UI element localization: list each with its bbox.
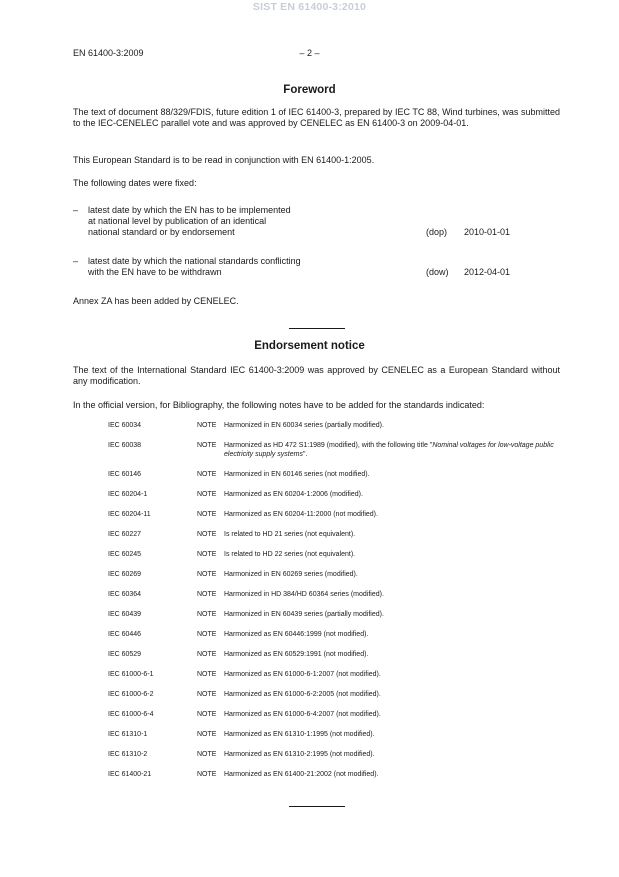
note-label: NOTE xyxy=(197,531,217,538)
note-text: Is related to HD 21 series (not equivalent). xyxy=(224,531,356,538)
note-label: NOTE xyxy=(197,442,217,449)
note-label: NOTE xyxy=(197,511,217,518)
date-item-text xyxy=(88,205,418,238)
note-text: Harmonized as EN 61400-21:2002 (not modified). xyxy=(224,771,379,778)
note-label: NOTE xyxy=(197,711,217,718)
foreword-paragraph-3: The following dates were fixed: xyxy=(73,178,197,188)
note-label: NOTE xyxy=(197,422,217,429)
note-label: NOTE xyxy=(197,551,217,558)
date-item-line: national standard or by endorsement xyxy=(88,227,235,237)
date-code: (dop) xyxy=(426,227,448,237)
date-value: 2012-04-01 xyxy=(464,267,511,277)
date-item-line: at national level by publication of an identical xyxy=(88,216,267,226)
note-text: Is related to HD 22 series (not equivalent). xyxy=(224,551,356,558)
note-label: NOTE xyxy=(197,631,217,638)
note-text: Harmonized in EN 60146 series (not modified). xyxy=(224,471,370,478)
note-label: NOTE xyxy=(197,611,217,618)
note-text: Harmonized as EN 60529:1991 (not modified). xyxy=(224,651,369,658)
standard-id: IEC 61400-21 xyxy=(108,771,152,778)
standard-id: IEC 60204-11 xyxy=(108,511,151,518)
standard-id: IEC 60245 xyxy=(108,551,142,558)
foreword-title: Foreword xyxy=(283,84,336,96)
standard-id: IEC 61310-1 xyxy=(108,731,148,738)
date-value: 2010-01-01 xyxy=(464,227,511,237)
date-item-line: with the EN have to be withdrawn xyxy=(88,267,222,277)
note-text: Harmonized in HD 384/HD 60364 series (modified). xyxy=(224,591,384,598)
standard-id: IEC 60269 xyxy=(108,571,142,578)
note-text: Harmonized in EN 60269 series (modified). xyxy=(224,571,358,578)
foreword-paragraph-1: The text of document 88/329/FDIS, future edition 1 of IEC 61400-3, prepared by IEC TC 88, Wind turbines, was submitted to the IEC-CENELEC parallel vote and was approved by CENELEC as EN 61400-3 on 2009-04-01. xyxy=(73,107,560,128)
foreword-paragraph-4: Annex ZA has been added by CENELEC. xyxy=(73,296,239,306)
note-text: Harmonized in EN 60439 series (partially modified). xyxy=(224,611,384,618)
note-label: NOTE xyxy=(197,571,217,578)
date-item-line: latest date by which the national standards conflicting xyxy=(88,256,301,266)
standard-id: IEC 60529 xyxy=(108,651,142,658)
note-text: Harmonized as EN 60446:1999 (not modified). xyxy=(224,631,369,638)
standard-id: IEC 60439 xyxy=(108,611,142,618)
note-text: Harmonized as EN 61000-6-2:2005 (not modified). xyxy=(224,691,381,698)
standard-id: IEC 61310-2 xyxy=(108,751,148,758)
note-text: Harmonized in EN 60034 series (partially modified). xyxy=(224,422,384,429)
note-label: NOTE xyxy=(197,691,217,698)
section-divider xyxy=(289,328,345,329)
endorsement-paragraph-2: In the official version, for Bibliography, the following notes have to be added for the standards indicated: xyxy=(73,400,485,410)
note-label: NOTE xyxy=(197,771,217,778)
note-label: NOTE xyxy=(197,471,217,478)
header-page-number: – 2 – xyxy=(299,48,320,58)
note-label: NOTE xyxy=(197,491,217,498)
date-item-text xyxy=(88,256,418,278)
standard-id: IEC 60364 xyxy=(108,591,142,598)
section-divider xyxy=(289,806,345,807)
foreword-paragraph-2: This European Standard is to be read in conjunction with EN 61400-1:2005. xyxy=(73,155,375,165)
standard-id: IEC 60446 xyxy=(108,631,142,638)
note-text: Harmonized as EN 60204-1:2006 (modified). xyxy=(224,491,363,498)
dash-marker: – xyxy=(73,256,79,266)
note-label: NOTE xyxy=(197,731,217,738)
note-label: NOTE xyxy=(197,751,217,758)
note-text: Harmonized as HD 472 S1:1989 (modified), with the following title "Nominal voltages for low-voltage public electricity supply systems". xyxy=(224,442,554,458)
note-label: NOTE xyxy=(197,671,217,678)
note-text: Harmonized as EN 61000-6-1:2007 (not modified). xyxy=(224,671,381,678)
standard-id: IEC 61000-6-1 xyxy=(108,671,154,678)
standard-id: IEC 60038 xyxy=(108,442,142,449)
note-title-italic: Nominal voltages for low-voltage public electricity supply systems xyxy=(224,442,554,458)
header-doc-id: EN 61400-3:2009 xyxy=(73,48,144,58)
endorsement-paragraph-1: The text of the International Standard IEC 61400-3:2009 was approved by CENELEC as a European Standard without any modification. xyxy=(73,365,560,386)
standard-id: IEC 61000-6-4 xyxy=(108,711,154,718)
watermark: SIST EN 61400-3:2010 xyxy=(252,1,367,13)
endorsement-title: Endorsement notice xyxy=(254,340,365,352)
note-text: Harmonized as EN 61310-2:1995 (not modified). xyxy=(224,751,375,758)
standard-id: IEC 60227 xyxy=(108,531,142,538)
date-code: (dow) xyxy=(426,267,449,277)
standard-id: IEC 60204-1 xyxy=(108,491,148,498)
standard-id: IEC 60146 xyxy=(108,471,142,478)
note-text: Harmonized as EN 60204-11:2000 (not modified). xyxy=(224,511,378,518)
note-label: NOTE xyxy=(197,651,217,658)
standard-id: IEC 61000-6-2 xyxy=(108,691,154,698)
standard-id: IEC 60034 xyxy=(108,422,142,429)
note-text: Harmonized as EN 61000-6-4:2007 (not modified). xyxy=(224,711,381,718)
note-text: Harmonized as EN 61310-1:1995 (not modified). xyxy=(224,731,375,738)
dash-marker: – xyxy=(73,205,79,215)
date-item-line: latest date by which the EN has to be implemented xyxy=(88,205,291,215)
note-label: NOTE xyxy=(197,591,217,598)
